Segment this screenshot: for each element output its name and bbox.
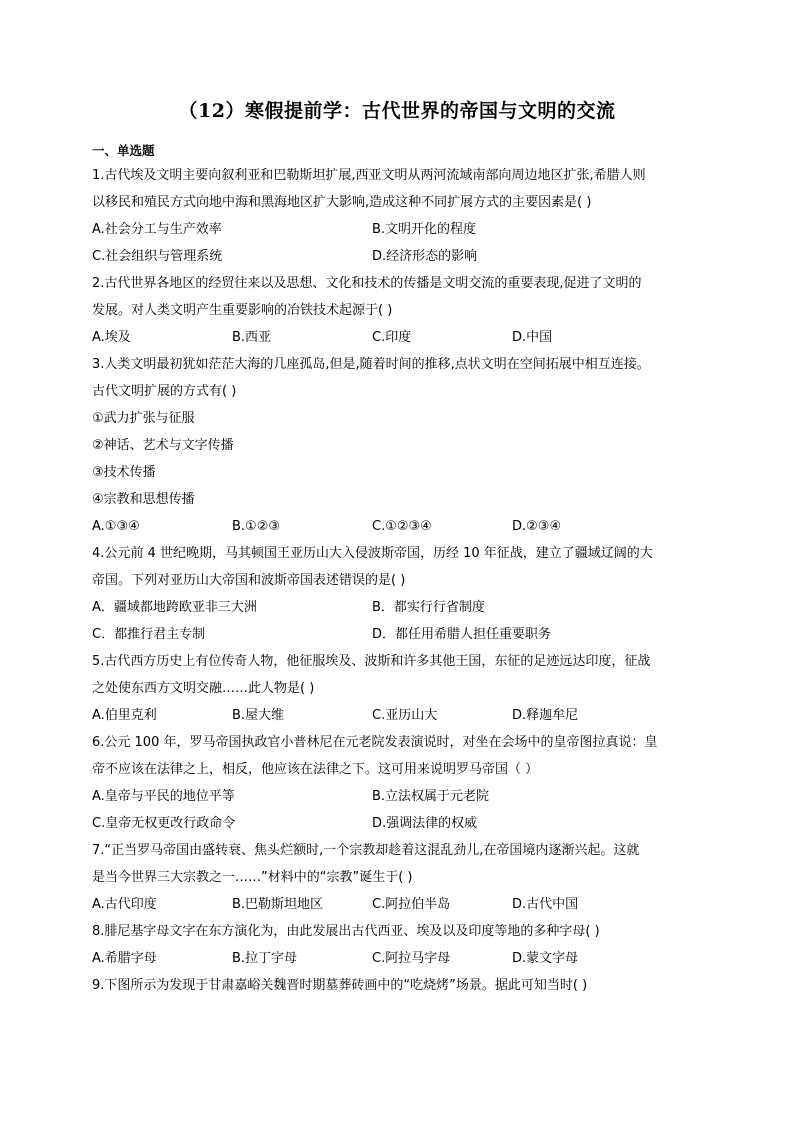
question-5-option-d: D.释迦牟尼 (512, 708, 579, 723)
question-4-options-row-2 (92, 621, 702, 648)
question-3-option-d: D.②③④ (512, 519, 562, 534)
question-8-option-b: B.拉丁字母 (232, 951, 298, 966)
question-2-stem-line-2: 发展。对人类文明产生重要影响的冶铁技术起源于( ) (92, 303, 393, 318)
question-8-options (92, 945, 702, 972)
question-7-stem-line-2: 是当今世界三大宗教之一……”材料中的“宗教”诞生于( ) (92, 870, 413, 885)
question-1-stem-line-1: 1.古代埃及文明主要向叙利亚和巴勒斯坦扩展,西亚文明从两河流域南部向周边地区扩张,希腊人则 (92, 168, 646, 183)
question-4 (92, 540, 702, 648)
question-7-stem-line-1: 7.“正当罗马帝国由盛转衰、焦头烂额时,一个宗教却趁着这混乱劲儿,在帝国境内逐渐兴起。这就 (92, 843, 640, 858)
question-4-stem-line-2: 帝国。下列对亚历山大帝国和波斯帝国表述错误的是( ) (92, 573, 406, 588)
question-3 (92, 351, 702, 540)
question-4-option-b: B．都实行行省制度 (372, 600, 485, 615)
question-2-stem-line-1: 2.古代世界各地区的经贸往来以及思想、文化和技术的传播是文明交流的重要表现,促进了文明的 (92, 276, 642, 291)
question-7-option-a: A.古代印度 (92, 897, 157, 912)
question-2-options (92, 324, 702, 351)
question-3-option-a: A.①③④ (92, 519, 140, 534)
question-3-options (92, 513, 702, 540)
question-1-option-a: A.社会分工与生产效率 (92, 222, 222, 237)
document-title: （12）寒假提前学：古代世界的帝国与文明的交流 (178, 100, 616, 122)
question-9-stem-line-1: 9.下图所示为发现于甘肃嘉峪关魏晋时期墓葬砖画中的“吃烧烤”场景。据此可知当时( ) (92, 978, 588, 993)
question-5-options (92, 702, 702, 729)
question-4-option-a: A．疆域都地跨欧亚非三大洲 (92, 600, 257, 615)
question-6-option-d: D.强调法律的权威 (372, 816, 478, 831)
question-1-option-d: D.经济形态的影响 (372, 249, 478, 264)
question-2-option-a: A.埃及 (92, 330, 131, 345)
question-5 (92, 648, 702, 729)
question-7-options (92, 891, 702, 918)
question-7-option-b: B.巴勒斯坦地区 (232, 897, 324, 912)
question-7 (92, 837, 702, 918)
question-7-option-d: D.古代中国 (512, 897, 579, 912)
question-2-option-d: D.中国 (512, 330, 553, 345)
question-8-option-d: D.蒙文字母 (512, 951, 579, 966)
question-1-stem-line-2: 以移民和殖民方式向地中海和黑海地区扩大影响,造成这种不同扩展方式的主要因素是( ) (92, 195, 592, 210)
question-3-option-c: C.①②③④ (372, 519, 432, 534)
question-8-option-a: A.希腊字母 (92, 951, 157, 966)
question-1-options-row-2 (92, 243, 702, 270)
question-6-option-a: A.皇帝与平民的地位平等 (92, 789, 235, 804)
question-1-option-c: C.社会组织与管理系统 (92, 249, 223, 264)
question-3-stem-line-1: 3.人类文明最初犹如茫茫大海的几座孤岛,但是,随着时间的推移,点状文明在空间拓展中相互连接。 (92, 357, 650, 372)
question-5-stem-line-2: 之处使东西方文明交融……此人物是( ) (92, 681, 315, 696)
question-8-stem-line-1: 8.腓尼基字母文字在东方演化为，由此发展出古代西亚、埃及以及印度等地的多种字母( ) (92, 924, 600, 939)
question-3-item-1: ①武力扩张与征服 (92, 411, 195, 426)
question-6-options-row-2 (92, 810, 702, 837)
question-3-item-2: ②神话、艺术与文字传播 (92, 438, 234, 453)
question-8 (92, 918, 702, 972)
question-5-option-b: B.屋大维 (232, 708, 285, 723)
question-3-option-b: B.①②③ (232, 519, 281, 534)
question-3-stem-line-2: 古代文明扩展的方式有( ) (92, 384, 237, 399)
question-list (92, 140, 702, 999)
question-6-stem-line-1: 6.公元 100 年，罗马帝国执政官小普林尼在元老院发表演说时，对坐在会场中的皇帝图拉真说：皇 (92, 735, 658, 750)
question-5-option-c: C.亚历山大 (372, 708, 438, 723)
question-9 (92, 972, 702, 999)
question-1-options-row-1 (92, 216, 702, 243)
section-heading: 一、单选题 (92, 143, 155, 158)
question-2-option-c: C.印度 (372, 330, 412, 345)
question-6-option-c: C.皇帝无权更改行政命令 (92, 816, 236, 831)
question-2-option-b: B.西亚 (232, 330, 272, 345)
question-4-option-d: D．都任用希腊人担任重要职务 (372, 627, 552, 642)
question-4-option-c: C．都推行君主专制 (92, 627, 206, 642)
question-5-option-a: A.伯里克利 (92, 708, 157, 723)
question-4-options-row-1 (92, 594, 702, 621)
question-8-option-c: C.阿拉马字母 (372, 951, 451, 966)
question-5-stem-line-1: 5.古代西方历史上有位传奇人物，他征服埃及、波斯和许多其他王国，东征的足迹远达印度，征战 (92, 654, 651, 669)
question-7-option-c: C.阿拉伯半岛 (372, 897, 451, 912)
question-6 (92, 729, 702, 837)
question-6-stem-line-2: 帝不应该在法律之上，相反，他应该在法律之下。这可用来说明罗马帝国（ ） (92, 762, 539, 777)
question-2 (92, 270, 702, 351)
question-6-options-row-1 (92, 783, 702, 810)
question-1 (92, 162, 702, 270)
question-3-item-4: ④宗教和思想传播 (92, 492, 195, 507)
question-1-option-b: B.文明开化的程度 (372, 222, 477, 237)
question-3-item-3: ③技术传播 (92, 465, 156, 480)
question-6-option-b: B.立法权属于元老院 (372, 789, 490, 804)
question-4-stem-line-1: 4.公元前 4 世纪晚期，马其顿国王亚历山大入侵波斯帝国，历经 10 年征战，建立了疆域辽阔的大 (92, 546, 653, 561)
